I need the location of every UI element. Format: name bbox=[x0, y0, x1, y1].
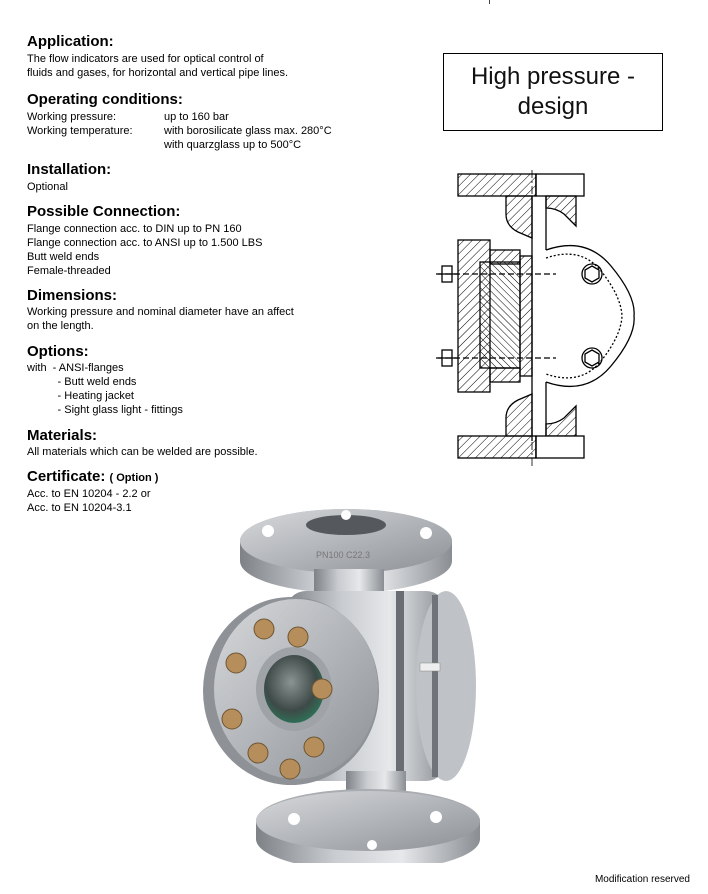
certificate-line-1: Acc. to EN 10204 - 2.2 or bbox=[27, 488, 151, 500]
top-mark bbox=[489, 0, 490, 4]
dimensions-heading: Dimensions: bbox=[27, 287, 118, 304]
application-heading: Application: bbox=[27, 33, 114, 50]
options-line-3: - Heating jacket bbox=[27, 390, 134, 402]
design-title-box bbox=[443, 53, 663, 131]
certificate-heading bbox=[27, 469, 158, 486]
temperature-value-1: with borosilicate glass max. 280°C bbox=[164, 125, 332, 137]
options-line-2: - Butt weld ends bbox=[27, 376, 137, 388]
installation-heading: Installation: bbox=[27, 161, 112, 178]
installation-text: Optional bbox=[27, 181, 68, 193]
dimensions-line-2: on the length. bbox=[27, 320, 94, 332]
modification-note: Modification reserved bbox=[594, 874, 690, 885]
options-heading: Options: bbox=[27, 343, 89, 360]
connection-line-2: Flange connection acc. to ANSI up to 1.500 LBS bbox=[27, 237, 263, 249]
connection-heading: Possible Connection: bbox=[27, 203, 181, 220]
application-line-2: fluids and gases, for horizontal and vertical pipe lines. bbox=[27, 67, 289, 79]
certificate-option: ( Option ) bbox=[109, 472, 159, 484]
temperature-value-2: with quarzglass up to 500°C bbox=[164, 139, 302, 151]
flange-marking: PN100 C22.3 bbox=[316, 550, 371, 560]
operating-temperature-row-2 bbox=[27, 138, 301, 152]
certificate-title: Certificate: bbox=[27, 468, 106, 485]
pressure-value: up to 160 bar bbox=[164, 111, 229, 123]
dimensions-line-1: Working pressure and nominal diameter have an affect bbox=[27, 306, 294, 318]
operating-heading: Operating conditions: bbox=[27, 91, 183, 108]
pressure-label: Working pressure: bbox=[27, 111, 117, 123]
certificate-line-2: Acc. to EN 10204-3.1 bbox=[27, 502, 132, 514]
options-line-1: with - ANSI-flanges bbox=[27, 362, 124, 374]
product-photo bbox=[196, 503, 486, 863]
connection-line-3: Butt weld ends bbox=[27, 251, 100, 263]
connection-line-4: Female-threaded bbox=[27, 265, 111, 277]
materials-text: All materials which can be welded are possible. bbox=[27, 446, 258, 458]
design-title-line-2: design bbox=[517, 93, 589, 120]
materials-heading: Materials: bbox=[27, 427, 98, 444]
design-title-line-1: High pressure - bbox=[470, 63, 636, 90]
connection-line-1: Flange connection acc. to DIN up to PN 160 bbox=[27, 223, 242, 235]
temperature-label: Working temperature: bbox=[27, 125, 133, 137]
options-line-4: - Sight glass light - fittings bbox=[27, 404, 183, 416]
operating-temperature-row bbox=[27, 124, 332, 138]
operating-pressure-row bbox=[27, 110, 229, 124]
technical-drawing bbox=[436, 166, 646, 476]
application-line-1: The flow indicators are used for optical control of bbox=[27, 53, 264, 65]
